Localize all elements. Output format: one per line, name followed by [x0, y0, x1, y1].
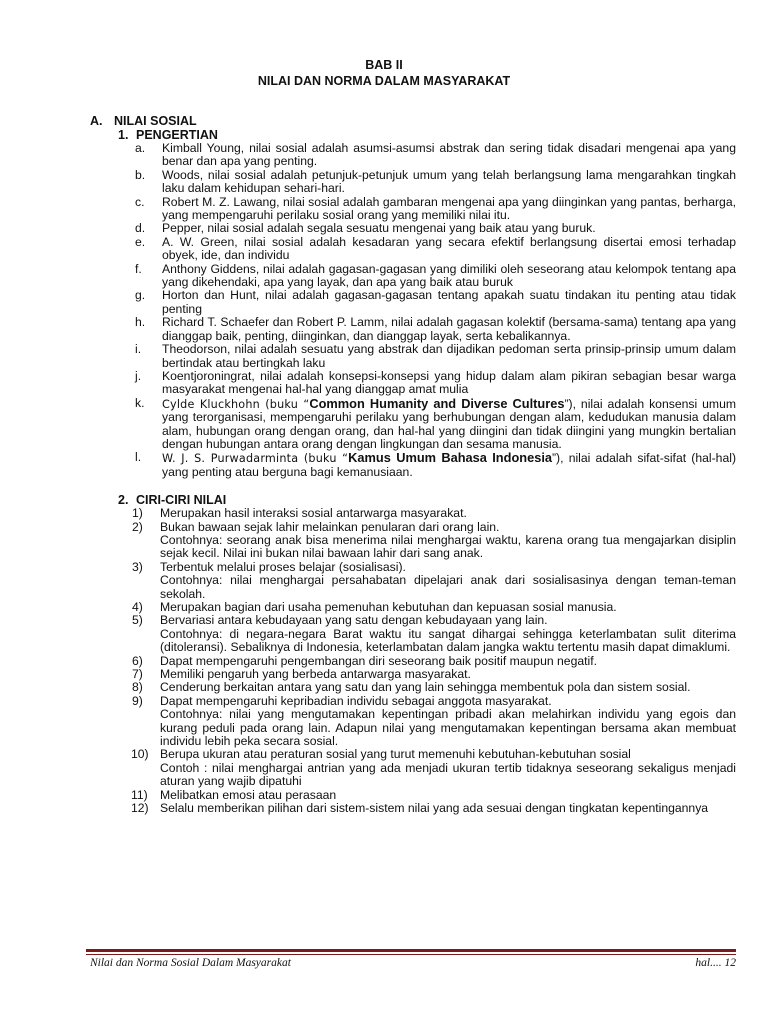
list-text: Selalu memberikan pilihan dari sistem-sistem nilai yang ada sesuai dengan tingkatan kepentingannya [160, 801, 709, 816]
list-item [90, 561, 736, 601]
list-marker: 10) [131, 747, 149, 762]
list-text: Cenderung berkaitan antara yang satu dan yang lain sehingga membentuk pola dan sistem sosial. [160, 680, 691, 695]
subsection-heading-ciri [90, 493, 736, 507]
list-text: Dapat mempengaruhi pengembangan diri seseorang baik positif maupun negatif. [160, 653, 598, 668]
list-marker: 4) [132, 600, 143, 614]
list-marker: 1) [132, 506, 143, 521]
list-marker: 6) [132, 653, 143, 668]
list-item [90, 196, 736, 223]
list-item [90, 343, 736, 370]
list-text: A. W. Green, nilai sosial adalah kesadaran yang secara efektif berlangsung disertai emosi terhadap obyek, ide, dan individu [162, 234, 736, 263]
list-marker: c. [135, 194, 145, 209]
list-item [90, 668, 736, 681]
list-marker: 5) [132, 613, 143, 628]
list-item [90, 169, 736, 196]
list-marker: f. [135, 261, 142, 276]
list-marker: k. [135, 395, 145, 410]
example-text: Contohnya: di negara-negara Barat waktu itu sangat dihargai sehingga keterlambatan sulit diterima (ditoleransi). Sebaliknya di Indonesia, keterlambatan dalam jangka waktu tertentu masih dapat dimaklumi. [160, 626, 736, 655]
footer-divider [86, 949, 736, 952]
list-text: Terbentuk melalui proses belajar (sosialisasi). [160, 559, 406, 574]
list-marker: 8) [132, 680, 143, 695]
list-marker: l. [135, 450, 142, 465]
example-text: Contohnya: seorang anak bisa menerima nilai menghargai waktu, karena orang tua mengajarkan disiplin sejak kecil. Nilai ini bukan nilai bawaan lahir dari sang anak. [160, 532, 736, 561]
list-item [90, 370, 736, 397]
footer-divider-thin [86, 954, 736, 955]
section-heading [90, 114, 736, 128]
list-marker: 11) [131, 787, 148, 802]
list-text: Robert M. Z. Lawang, nilai sosial adalah gambaran mengenai apa yang diinginkan yang pantas, berharga, yang mempengaruhi perilaku sosial orang yang memiliki nilai itu. [162, 194, 736, 223]
list-marker: a. [135, 141, 146, 155]
chapter-heading [0, 57, 768, 89]
list-text: Bervariasi antara kebudayaan yang satu dengan kebudayaan yang lain. [160, 613, 548, 628]
list-marker: b. [135, 167, 146, 182]
list-item [90, 222, 736, 235]
list-text: Richard T. Schaefer dan Robert P. Lamm, nilai adalah gagasan kolektif (bersama-sama) tentang apa yang dianggap baik, penting, diinginkan, dan dianggap layak, serta kebalikannya. [162, 315, 736, 343]
list-marker: j. [135, 368, 142, 383]
definition-list [90, 142, 736, 479]
footer-title: Nilai dan Norma Sosial Dalam Masyarakat [90, 957, 291, 969]
list-item [90, 316, 736, 343]
list-text: Anthony Giddens, nilai adalah gagasan-gagasan yang dimiliki oleh seseorang atau kelompok tentang apa yang dikehendaki, apa yang layak, dan apa yang baik atau buruk [162, 261, 736, 290]
subsection-heading-pengertian [90, 128, 736, 142]
list-text: ”), nilai adalah sifat-sifat (hal-hal) yang penting atau berguna bagi kemanusiaan. [162, 451, 736, 479]
list-item [90, 451, 736, 479]
subsection-title: PENGERTIAN [136, 128, 218, 142]
list-item [90, 789, 736, 802]
list-text: ”), nilai adalah konsensi umum yang terorganisasi, mempengaruhi perilaku yang berhubungan dengan alam, kedudukan manusia dalam alam, hubungan orang dengan orang, dan hal-hal yang diingini dan tidak diingini yang mungkin bertalian dengan hubungan antara orang dengan lingkungan dan sesama manusia. [162, 396, 736, 451]
main-content [90, 114, 736, 816]
list-item [90, 748, 736, 788]
characteristics-list [90, 507, 736, 815]
list-item [90, 614, 736, 654]
list-item [90, 397, 736, 452]
list-marker: h. [135, 315, 146, 330]
list-marker: 7) [132, 667, 143, 682]
list-item [90, 507, 736, 520]
author-name: W. J. S. Purwadarminta (buku “ [162, 452, 349, 466]
chapter-number: BAB II [365, 58, 403, 72]
chapter-title: NILAI DAN NORMA DALAM MASYARAKAT [257, 74, 511, 88]
list-marker: 3) [132, 559, 143, 574]
list-text: Theodorson, nilai adalah sesuatu yang abstrak dan dijadikan pedoman serta prinsip-prinsip umum dalam bertindak atau bertingkah laku [162, 342, 736, 370]
book-title: Common Humanity and Diverse Cultures [309, 395, 565, 411]
list-text: Bukan bawaan sejak lahir melainkan penularan dari orang lain. [160, 519, 500, 534]
list-text: Kimball Young, nilai sosial adalah asumsi-asumsi abstrak dan sering tidak disadari mengenai apa yang benar dan apa yang penting. [162, 141, 736, 169]
section-title: NILAI SOSIAL [114, 114, 197, 128]
list-text: Memiliki pengaruh yang berbeda antarwarga masyarakat. [160, 667, 471, 682]
list-marker: e. [135, 234, 146, 249]
list-item [90, 802, 736, 815]
list-text: Dapat mempengaruhi kepribadian individu sebagai anggota masyarakat. [160, 693, 552, 708]
list-item [90, 681, 736, 694]
example-text: Contohnya: nilai menghargai persahabatan dipelajari anak dari sosialisasinya dengan teman-teman sekolah. [160, 573, 736, 601]
list-item [90, 521, 736, 561]
list-item [90, 695, 736, 749]
subsection-title: CIRI-CIRI NILAI [136, 493, 227, 508]
list-marker: i. [135, 342, 142, 357]
list-text: Melibatkan emosi atau perasaan [160, 787, 337, 802]
list-item [90, 236, 736, 263]
section-label: A. [90, 114, 103, 128]
list-text: Koentjoroningrat, nilai adalah konsepsi-konsepsi yang hidup dalam alam pikiran sebagian besar warga masyarakat mengenai hal-hal yang dianggap amat mulia [162, 368, 736, 397]
list-text: Pepper, nilai sosial adalah segala sesuatu mengenai yang baik atau yang buruk. [162, 221, 596, 236]
list-text: Berupa ukuran atau peraturan sosial yang turut memenuhi kebutuhan-kebutuhan sosial [160, 747, 631, 762]
list-text: Merupakan bagian dari usaha pemenuhan kebutuhan dan kepuasan sosial manusia. [160, 600, 617, 614]
example-text: Contoh : nilai menghargai antrian yang ada menjadi ukuran tertib tidaknya seseorang sekaligus menjadi aturan yang wajib dipatuhi [160, 760, 736, 789]
list-text: Horton dan Hunt, nilai adalah gagasan-gagasan tentang apakah suatu tindakan itu penting atau tidak penting [162, 288, 736, 316]
subsection-label: 2. [118, 493, 129, 508]
list-item [90, 655, 736, 668]
example-text: Contohnya: nilai yang mengutamakan kepentingan pribadi akan melahirkan individu yang egois dan kurang peduli pada orang lain. Adapun nilai yang mengutamakan kepentingan bersama akan membuat individu lebih peka secara sosial. [160, 707, 736, 749]
list-item [90, 601, 736, 614]
list-marker: 9) [132, 693, 143, 708]
book-title: Kamus Umum Bahasa Indonesia [348, 450, 552, 466]
list-marker: d. [135, 221, 146, 236]
page-number: hal.... 12 [695, 957, 736, 969]
list-item [90, 142, 736, 169]
list-item [90, 289, 736, 316]
list-item [90, 263, 736, 290]
list-text: Merupakan hasil interaksi sosial antarwarga masyarakat. [160, 506, 467, 521]
subsection-label: 1. [118, 128, 129, 142]
author-name: Cylde Kluckhohn (buku “ [162, 397, 310, 411]
list-marker: 2) [132, 519, 143, 534]
list-marker: 12) [131, 801, 149, 816]
list-text: Woods, nilai sosial adalah petunjuk-petunjuk umum yang telah berlangsung lama mengarahkan tingkah laku dalam kehidupan sehari-hari. [162, 167, 736, 196]
list-marker: g. [135, 288, 146, 303]
